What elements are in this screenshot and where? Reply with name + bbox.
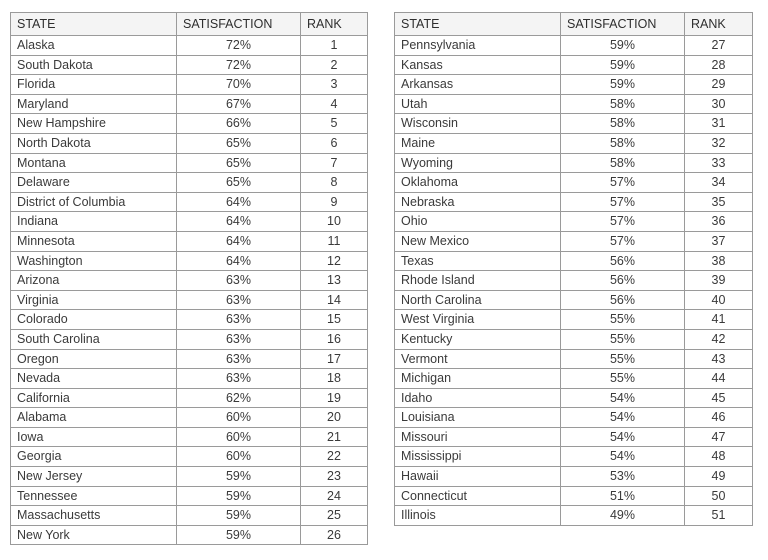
table-row	[395, 231, 753, 251]
rank-cell: 24	[301, 486, 368, 506]
column-header-rank: RANK	[301, 13, 368, 36]
rank-cell: 17	[301, 349, 368, 369]
state-cell: District of Columbia	[11, 192, 177, 212]
rank-cell: 40	[685, 290, 753, 310]
table-row	[395, 94, 753, 114]
state-cell: Oregon	[11, 349, 177, 369]
satisfaction-cell: 72%	[177, 55, 301, 75]
table-row	[11, 212, 368, 232]
rank-cell: 38	[685, 251, 753, 271]
state-cell: Ohio	[395, 212, 561, 232]
satisfaction-cell: 70%	[177, 75, 301, 95]
satisfaction-cell: 62%	[177, 388, 301, 408]
state-cell: Kansas	[395, 55, 561, 75]
satisfaction-cell: 59%	[177, 467, 301, 487]
state-cell: New Jersey	[11, 467, 177, 487]
table-row	[11, 133, 368, 153]
state-cell: West Virginia	[395, 310, 561, 330]
table-row	[11, 427, 368, 447]
rank-cell: 48	[685, 447, 753, 467]
state-cell: Alabama	[11, 408, 177, 428]
state-cell: New Mexico	[395, 231, 561, 251]
column-header-rank: RANK	[685, 13, 753, 36]
table-row	[11, 75, 368, 95]
satisfaction-cell: 60%	[177, 408, 301, 428]
satisfaction-cell: 63%	[177, 290, 301, 310]
state-cell: South Dakota	[11, 55, 177, 75]
state-cell: Montana	[11, 153, 177, 173]
state-cell: Kentucky	[395, 329, 561, 349]
table-row	[395, 408, 753, 428]
header-row	[395, 13, 753, 36]
column-header-satisfaction: SATISFACTION	[177, 13, 301, 36]
satisfaction-cell: 58%	[561, 94, 685, 114]
state-cell: Tennessee	[11, 486, 177, 506]
satisfaction-cell: 60%	[177, 427, 301, 447]
satisfaction-cell: 49%	[561, 506, 685, 526]
rank-cell: 22	[301, 447, 368, 467]
column-header-state: STATE	[395, 13, 561, 36]
satisfaction-cell: 54%	[561, 447, 685, 467]
state-cell: Indiana	[11, 212, 177, 232]
rank-cell: 44	[685, 369, 753, 389]
satisfaction-cell: 55%	[561, 369, 685, 389]
state-cell: North Carolina	[395, 290, 561, 310]
table-row	[11, 173, 368, 193]
table-row	[395, 310, 753, 330]
rank-cell: 15	[301, 310, 368, 330]
satisfaction-cell: 59%	[177, 506, 301, 526]
satisfaction-cell: 63%	[177, 369, 301, 389]
rank-cell: 19	[301, 388, 368, 408]
state-cell: Vermont	[395, 349, 561, 369]
rank-cell: 16	[301, 329, 368, 349]
rank-cell: 1	[301, 36, 368, 56]
satisfaction-cell: 58%	[561, 133, 685, 153]
table-row	[11, 231, 368, 251]
satisfaction-cell: 64%	[177, 192, 301, 212]
state-cell: Rhode Island	[395, 271, 561, 291]
satisfaction-cell: 53%	[561, 467, 685, 487]
right-table	[394, 12, 753, 526]
rank-cell: 11	[301, 231, 368, 251]
satisfaction-cell: 65%	[177, 153, 301, 173]
rank-cell: 39	[685, 271, 753, 291]
state-cell: Colorado	[11, 310, 177, 330]
satisfaction-cell: 63%	[177, 271, 301, 291]
table-row	[11, 525, 368, 545]
state-cell: Nevada	[11, 369, 177, 389]
rank-cell: 47	[685, 427, 753, 447]
satisfaction-cell: 65%	[177, 173, 301, 193]
table-row	[11, 506, 368, 526]
rank-cell: 49	[685, 467, 753, 487]
state-cell: Missouri	[395, 427, 561, 447]
rank-cell: 4	[301, 94, 368, 114]
state-cell: Wisconsin	[395, 114, 561, 134]
table-row	[395, 427, 753, 447]
rank-cell: 3	[301, 75, 368, 95]
rank-cell: 5	[301, 114, 368, 134]
satisfaction-cell: 60%	[177, 447, 301, 467]
state-satisfaction-table-right	[394, 12, 752, 526]
left-table	[10, 12, 368, 545]
header-row	[11, 13, 368, 36]
rank-cell: 42	[685, 329, 753, 349]
table-row	[11, 153, 368, 173]
rank-cell: 13	[301, 271, 368, 291]
rank-cell: 35	[685, 192, 753, 212]
state-cell: Wyoming	[395, 153, 561, 173]
table-row	[11, 36, 368, 56]
table-row	[11, 114, 368, 134]
table-row	[395, 506, 753, 526]
state-cell: Arkansas	[395, 75, 561, 95]
rank-cell: 36	[685, 212, 753, 232]
table-row	[395, 192, 753, 212]
state-cell: Louisiana	[395, 408, 561, 428]
state-cell: Delaware	[11, 173, 177, 193]
state-cell: Texas	[395, 251, 561, 271]
rank-cell: 21	[301, 427, 368, 447]
state-satisfaction-table-left	[10, 12, 367, 545]
table-row	[11, 349, 368, 369]
satisfaction-cell: 55%	[561, 310, 685, 330]
rank-cell: 41	[685, 310, 753, 330]
satisfaction-cell: 58%	[561, 153, 685, 173]
satisfaction-cell: 56%	[561, 251, 685, 271]
rank-cell: 28	[685, 55, 753, 75]
table-row	[11, 486, 368, 506]
state-cell: California	[11, 388, 177, 408]
table-row	[395, 114, 753, 134]
satisfaction-cell: 57%	[561, 212, 685, 232]
table-row	[395, 369, 753, 389]
state-cell: Maryland	[11, 94, 177, 114]
table-row	[395, 349, 753, 369]
state-cell: Nebraska	[395, 192, 561, 212]
satisfaction-cell: 59%	[177, 525, 301, 545]
state-cell: Florida	[11, 75, 177, 95]
rank-cell: 23	[301, 467, 368, 487]
satisfaction-cell: 56%	[561, 271, 685, 291]
satisfaction-cell: 64%	[177, 212, 301, 232]
satisfaction-cell: 56%	[561, 290, 685, 310]
table-row	[395, 75, 753, 95]
state-cell: Michigan	[395, 369, 561, 389]
satisfaction-cell: 64%	[177, 231, 301, 251]
table-row	[11, 290, 368, 310]
satisfaction-cell: 65%	[177, 133, 301, 153]
state-cell: Arizona	[11, 271, 177, 291]
satisfaction-cell: 57%	[561, 192, 685, 212]
table-row	[11, 55, 368, 75]
satisfaction-cell: 54%	[561, 408, 685, 428]
satisfaction-cell: 54%	[561, 388, 685, 408]
table-row	[395, 251, 753, 271]
satisfaction-cell: 58%	[561, 114, 685, 134]
satisfaction-cell: 63%	[177, 310, 301, 330]
right-table-body	[395, 36, 753, 526]
table-row	[395, 133, 753, 153]
state-cell: Alaska	[11, 36, 177, 56]
state-cell: Mississippi	[395, 447, 561, 467]
satisfaction-cell: 63%	[177, 349, 301, 369]
column-header-satisfaction: SATISFACTION	[561, 13, 685, 36]
state-cell: Pennsylvania	[395, 36, 561, 56]
table-row	[395, 290, 753, 310]
table-row	[395, 173, 753, 193]
table-row	[11, 192, 368, 212]
table-row	[395, 447, 753, 467]
satisfaction-cell: 66%	[177, 114, 301, 134]
state-cell: Washington	[11, 251, 177, 271]
rank-cell: 20	[301, 408, 368, 428]
table-row	[395, 55, 753, 75]
table-row	[11, 408, 368, 428]
rank-cell: 30	[685, 94, 753, 114]
state-cell: North Dakota	[11, 133, 177, 153]
table-row	[395, 271, 753, 291]
satisfaction-cell: 72%	[177, 36, 301, 56]
rank-cell: 45	[685, 388, 753, 408]
left-table-body	[11, 36, 368, 545]
rank-cell: 34	[685, 173, 753, 193]
rank-cell: 2	[301, 55, 368, 75]
state-cell: New Hampshire	[11, 114, 177, 134]
satisfaction-cell: 55%	[561, 349, 685, 369]
satisfaction-cell: 59%	[561, 36, 685, 56]
state-cell: Illinois	[395, 506, 561, 526]
column-header-state: STATE	[11, 13, 177, 36]
rank-cell: 14	[301, 290, 368, 310]
rank-cell: 7	[301, 153, 368, 173]
table-row	[11, 271, 368, 291]
state-cell: Idaho	[395, 388, 561, 408]
state-cell: Iowa	[11, 427, 177, 447]
table-row	[11, 467, 368, 487]
rank-cell: 32	[685, 133, 753, 153]
table-row	[11, 329, 368, 349]
table-row	[11, 251, 368, 271]
rank-cell: 8	[301, 173, 368, 193]
table-row	[395, 212, 753, 232]
rank-cell: 51	[685, 506, 753, 526]
satisfaction-cell: 54%	[561, 427, 685, 447]
satisfaction-cell: 63%	[177, 329, 301, 349]
table-row	[11, 447, 368, 467]
satisfaction-cell: 51%	[561, 486, 685, 506]
rank-cell: 25	[301, 506, 368, 526]
table-row	[395, 329, 753, 349]
rank-cell: 18	[301, 369, 368, 389]
state-cell: Minnesota	[11, 231, 177, 251]
satisfaction-cell: 57%	[561, 173, 685, 193]
rank-cell: 50	[685, 486, 753, 506]
rank-cell: 46	[685, 408, 753, 428]
rank-cell: 27	[685, 36, 753, 56]
rank-cell: 31	[685, 114, 753, 134]
rank-cell: 43	[685, 349, 753, 369]
state-cell: South Carolina	[11, 329, 177, 349]
table-row	[11, 94, 368, 114]
rank-cell: 9	[301, 192, 368, 212]
rank-cell: 29	[685, 75, 753, 95]
state-cell: Utah	[395, 94, 561, 114]
satisfaction-cell: 59%	[561, 55, 685, 75]
table-row	[395, 486, 753, 506]
table-row	[395, 388, 753, 408]
state-cell: Oklahoma	[395, 173, 561, 193]
rank-cell: 12	[301, 251, 368, 271]
satisfaction-cell: 55%	[561, 329, 685, 349]
state-cell: New York	[11, 525, 177, 545]
rank-cell: 6	[301, 133, 368, 153]
table-row	[395, 467, 753, 487]
state-cell: Massachusetts	[11, 506, 177, 526]
rank-cell: 37	[685, 231, 753, 251]
table-row	[11, 369, 368, 389]
rank-cell: 10	[301, 212, 368, 232]
satisfaction-cell: 59%	[561, 75, 685, 95]
table-row	[395, 153, 753, 173]
satisfaction-cell: 67%	[177, 94, 301, 114]
table-row	[395, 36, 753, 56]
rank-cell: 26	[301, 525, 368, 545]
state-cell: Virginia	[11, 290, 177, 310]
satisfaction-cell: 64%	[177, 251, 301, 271]
rank-cell: 33	[685, 153, 753, 173]
table-row	[11, 310, 368, 330]
state-cell: Georgia	[11, 447, 177, 467]
state-cell: Maine	[395, 133, 561, 153]
satisfaction-cell: 57%	[561, 231, 685, 251]
table-row	[11, 388, 368, 408]
state-cell: Hawaii	[395, 467, 561, 487]
satisfaction-cell: 59%	[177, 486, 301, 506]
state-cell: Connecticut	[395, 486, 561, 506]
